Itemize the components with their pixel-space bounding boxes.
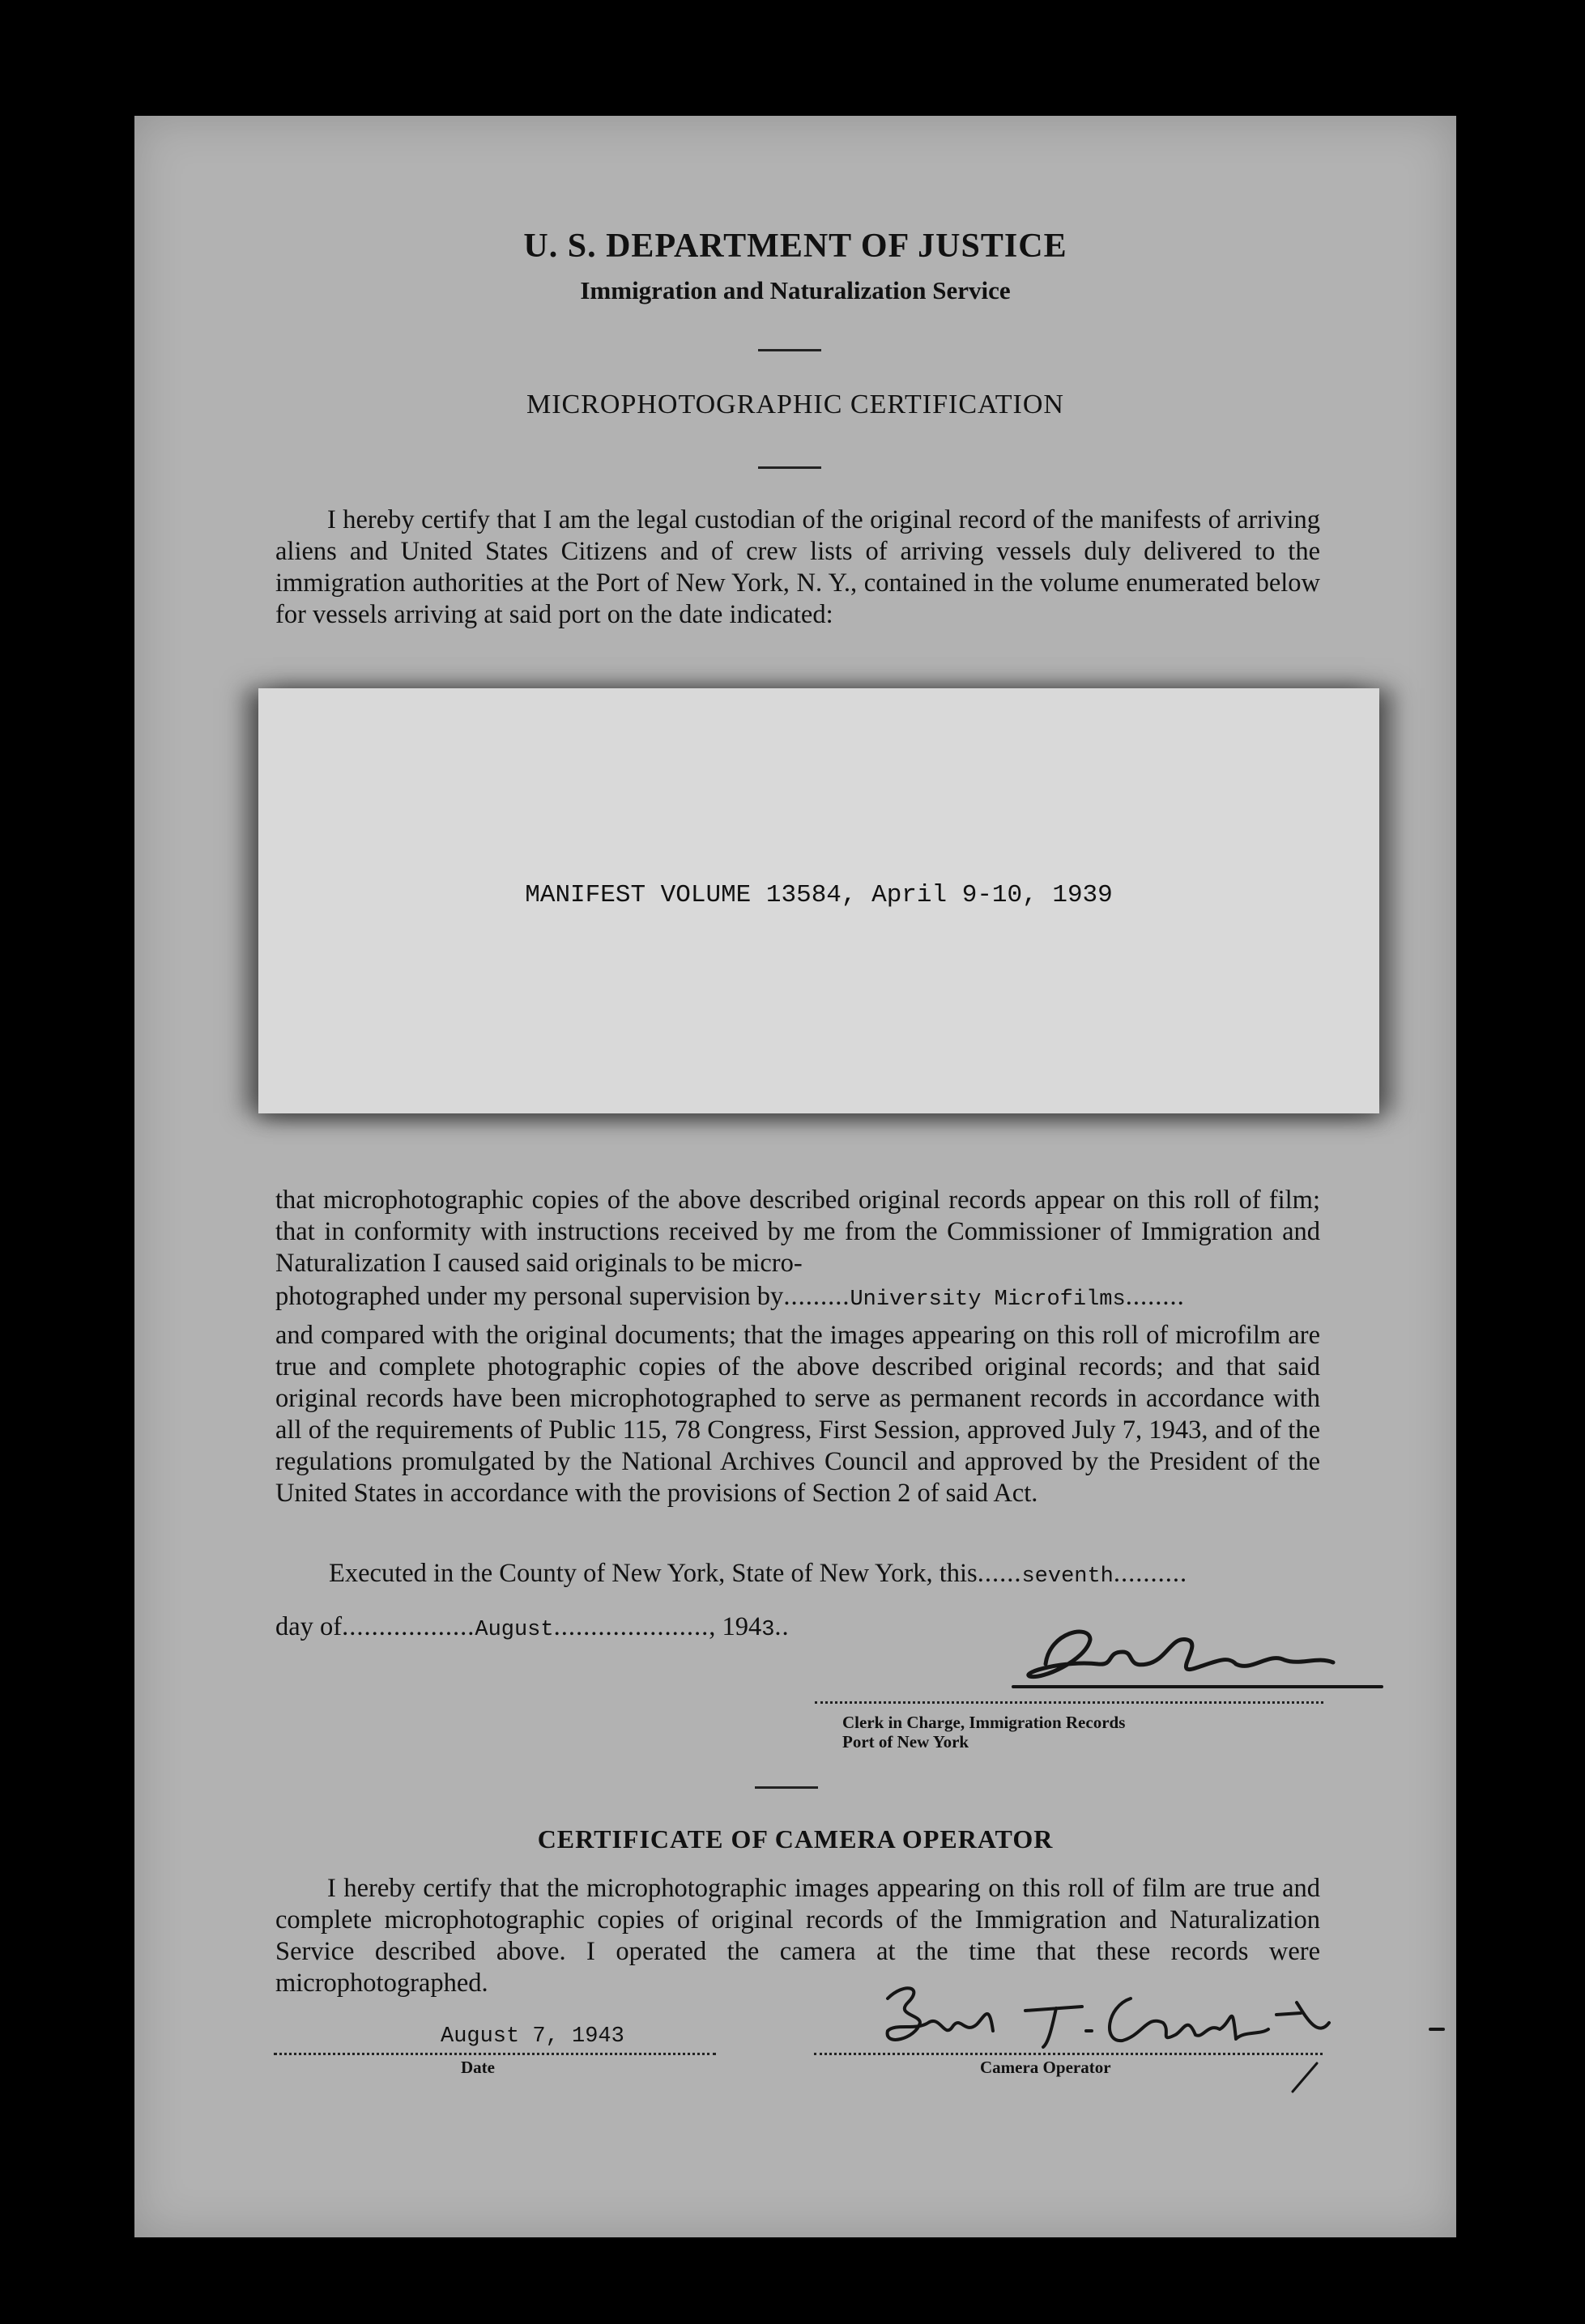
day-of-line: day of..................August....................., 1943.. (275, 1612, 790, 1642)
camera-certificate-paragraph: I hereby certify that the microphotographic images appearing on this roll of film are true and complete microphotographic copies of original records of the Immigration and Naturalization Service described above. I operated the camera at the time that these records were microphotographed. (275, 1874, 1320, 1998)
date-line (274, 2053, 716, 2055)
executed-day: seventh (1021, 1564, 1114, 1589)
certification-title: MICROPHOTOGRAPHIC CERTIFICATION (526, 389, 1064, 419)
year-digit: 3 (761, 1618, 775, 1642)
volume-label-card (258, 688, 1379, 1113)
executed-line: Executed in the County of New York, State of New York, this......seventh.......... (329, 1559, 1188, 1589)
day-of-label: day of (275, 1612, 343, 1641)
custodian-paragraph: I hereby certify that I am the legal custodian of the original record of the manifests of arriving aliens and United States Citizens and of crew lists of arriving vessels duly delivered to the immigration authorities at the Port of New York, N. Y., contained in the volume enumerated below for vessels arriving at said port on the date indicated: (275, 505, 1320, 629)
manifest-volume-label: MANIFEST VOLUME 13584, April 9-10, 1939 (525, 881, 1113, 909)
clerk-signature-line (815, 1701, 1323, 1704)
service-subheading: Immigration and Naturalization Service (580, 276, 1011, 304)
camera-operator-label: Camera Operator (980, 2058, 1111, 2077)
divider (758, 466, 821, 469)
date-label: Date (461, 2058, 495, 2077)
supervision-line: photographed under my personal supervision by.........University Microfilms........ (275, 1282, 1185, 1312)
certificate-sheet (134, 116, 1456, 2237)
divider (758, 349, 821, 351)
supervision-prefix: photographed under my personal supervision by (275, 1282, 784, 1311)
date-value: August 7, 1943 (441, 2024, 624, 2049)
camera-certificate-title: CERTIFICATE OF CAMERA OPERATOR (537, 1824, 1054, 1854)
operator-signature-line (814, 2053, 1323, 2055)
clerk-signature (847, 1615, 1414, 1713)
year-prefix: , 194 (709, 1612, 762, 1641)
operator-signature (863, 1966, 1479, 2096)
executed-month: August (475, 1618, 554, 1642)
body-paragraph-end: and compared with the original documents; that the images appearing on this roll of microfilm are true and complete photographic copies of the above described original records; and that said original records have been microphotographed to serve as permanent records in accordance with all of the requirements of Public 115, 78 Congress, First Session, approved July 7, 1943, and of the regulations promulgated by the National Archives Council and approved by the President of the United States in accordance with the provisions of Section 2 of said Act. (275, 1321, 1320, 1508)
clerk-title: Clerk in Charge, Immigration Records Port of New York (842, 1713, 1126, 1752)
body-paragraph-start: that microphotographic copies of the above described original records appear on this roll of film; that in conformity with instructions received by me from the Commissioner of Immigration and Naturalization I caused said originals to be micro- (275, 1185, 1320, 1278)
executed-prefix: Executed in the County of New York, State of New York, this (329, 1559, 978, 1588)
supervisor-name: University Microfilms (850, 1288, 1126, 1312)
divider (755, 1786, 818, 1789)
department-heading: U. S. DEPARTMENT OF JUSTICE (523, 228, 1067, 265)
